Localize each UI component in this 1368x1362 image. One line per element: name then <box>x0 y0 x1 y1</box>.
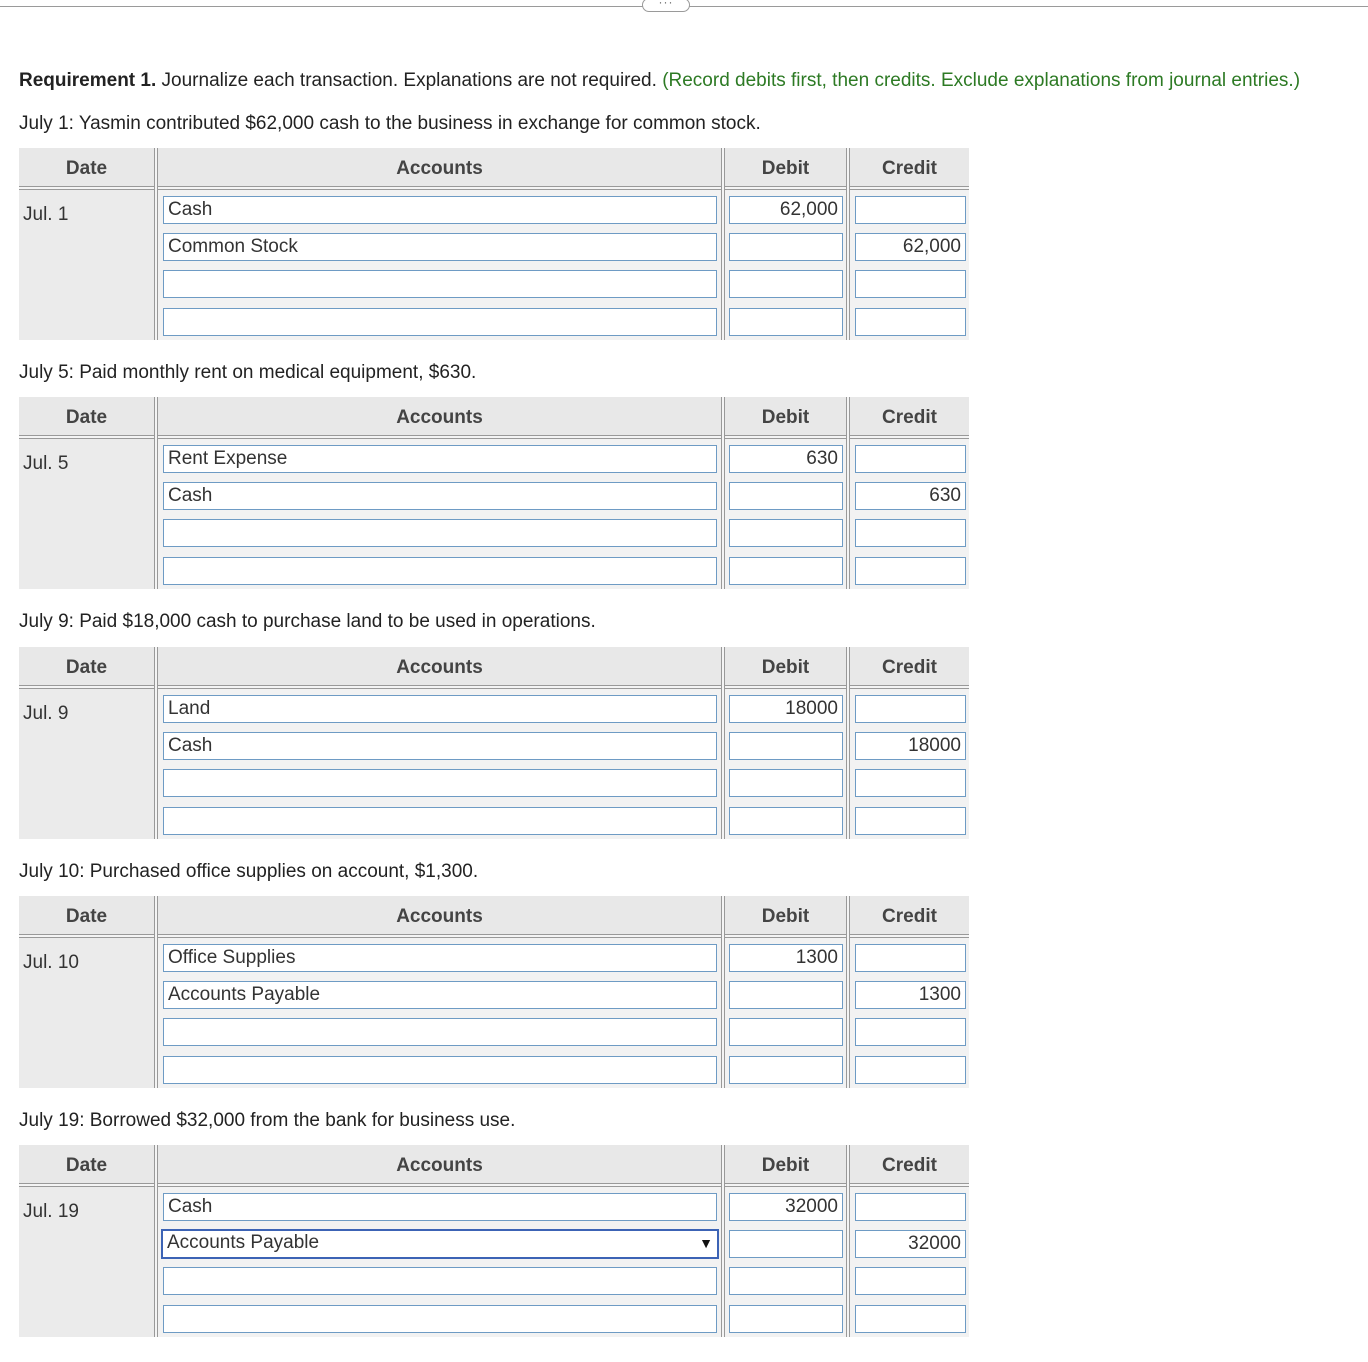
column-separator <box>846 896 850 1088</box>
header-accounts: Accounts <box>396 407 483 428</box>
account-value: Rent Expense <box>168 448 288 469</box>
debit-field[interactable]: 1300 <box>729 944 843 972</box>
column-separator <box>721 896 725 1088</box>
column-separator <box>721 397 725 589</box>
entry-date: Jul. 1 <box>23 204 69 225</box>
credit-field[interactable]: 630 <box>855 482 966 510</box>
account-field[interactable] <box>163 1056 717 1084</box>
header-credit: Credit <box>882 657 937 678</box>
debit-field[interactable]: 630 <box>729 445 843 473</box>
table-header <box>19 647 969 685</box>
header-date: Date <box>65 407 108 428</box>
header-date: Date <box>65 158 108 179</box>
debit-field[interactable] <box>729 1056 843 1084</box>
table-header <box>19 148 969 186</box>
debit-field[interactable] <box>729 308 843 336</box>
transaction-prompt: July 19: Borrowed $32,000 from the bank for business use. <box>19 1110 516 1131</box>
column-separator <box>721 1145 725 1337</box>
column-separator <box>846 148 850 340</box>
column-separator <box>154 896 158 1088</box>
account-field[interactable] <box>163 557 717 585</box>
debit-field[interactable] <box>729 981 843 1009</box>
header-accounts: Accounts <box>396 1155 483 1176</box>
debit-field[interactable] <box>729 482 843 510</box>
column-separator <box>721 647 725 839</box>
header-credit: Credit <box>882 158 937 179</box>
column-separator <box>154 148 158 340</box>
debit-field[interactable] <box>729 807 843 835</box>
account-value: Accounts Payable <box>168 984 321 1005</box>
credit-field[interactable] <box>855 519 966 547</box>
credit-field[interactable] <box>855 769 966 797</box>
account-field[interactable] <box>163 519 717 547</box>
column-separator <box>846 1145 850 1337</box>
column-separator <box>846 647 850 839</box>
account-field[interactable] <box>163 482 717 510</box>
debit-field[interactable] <box>729 769 843 797</box>
account-field[interactable] <box>163 196 717 224</box>
header-date: Date <box>65 657 108 678</box>
header-debit: Debit <box>761 407 810 428</box>
top-divider <box>0 0 1368 14</box>
column-separator <box>846 397 850 589</box>
journal-table <box>19 1145 969 1337</box>
debit-field[interactable] <box>729 1230 843 1258</box>
table-header <box>19 896 969 934</box>
credit-field[interactable] <box>855 1018 966 1046</box>
header-date: Date <box>65 1155 108 1176</box>
debit-field[interactable] <box>729 270 843 298</box>
debit-field[interactable] <box>729 732 843 760</box>
header-credit: Credit <box>882 1155 937 1176</box>
account-field[interactable] <box>163 695 717 723</box>
header-debit: Debit <box>761 657 810 678</box>
account-field[interactable] <box>163 1305 717 1333</box>
journal-table <box>19 397 969 589</box>
debit-field[interactable] <box>729 557 843 585</box>
requirement-text: Journalize each transaction. Explanations are not required. <box>161 70 657 91</box>
column-separator <box>721 148 725 340</box>
account-value: Cash <box>168 1196 213 1217</box>
debit-field[interactable] <box>729 1305 843 1333</box>
header-accounts: Accounts <box>396 657 483 678</box>
requirement-label: Requirement 1. <box>19 70 157 91</box>
transaction-prompt: July 10: Purchased office supplies on account, $1,300. <box>19 861 479 882</box>
journal-table <box>19 896 969 1088</box>
table-header <box>19 1145 969 1183</box>
transaction-prompt: July 1: Yasmin contributed $62,000 cash to the business in exchange for common stock. <box>19 113 761 134</box>
header-date: Date <box>65 906 108 927</box>
requirement-note: (Record debits first, then credits. Exclude explanations from journal entries.) <box>662 70 1301 91</box>
journal-table <box>19 647 969 839</box>
credit-field[interactable] <box>855 944 966 972</box>
credit-field[interactable] <box>855 1056 966 1084</box>
debit-field[interactable]: 18000 <box>729 695 843 723</box>
debit-field[interactable] <box>729 519 843 547</box>
account-field[interactable] <box>163 233 717 261</box>
account-field[interactable] <box>163 270 717 298</box>
journal-table <box>19 148 969 340</box>
credit-field[interactable] <box>855 1267 966 1295</box>
account-value: Office Supplies <box>168 947 296 968</box>
entry-date: Jul. 5 <box>23 453 69 474</box>
account-value: Cash <box>168 485 213 506</box>
more-options-button[interactable]: ··· <box>642 0 690 12</box>
transaction-prompt: July 9: Paid $18,000 cash to purchase land to be used in operations. <box>19 611 596 632</box>
credit-field[interactable] <box>855 695 966 723</box>
account-field[interactable] <box>163 1193 717 1221</box>
account-field[interactable] <box>163 445 717 473</box>
entry-date: Jul. 9 <box>23 703 69 724</box>
header-credit: Credit <box>882 906 937 927</box>
credit-field[interactable] <box>855 270 966 298</box>
debit-field[interactable]: 32000 <box>729 1193 843 1221</box>
credit-field[interactable]: 62,000 <box>855 233 966 261</box>
header-debit: Debit <box>761 158 810 179</box>
column-separator <box>154 397 158 589</box>
credit-field[interactable]: 1300 <box>855 981 966 1009</box>
credit-field[interactable] <box>855 557 966 585</box>
account-value: Cash <box>168 199 213 220</box>
account-field[interactable] <box>163 1018 717 1046</box>
account-field[interactable] <box>163 732 717 760</box>
entry-date: Jul. 10 <box>23 952 79 973</box>
account-field[interactable] <box>163 981 717 1009</box>
header-accounts: Accounts <box>396 158 483 179</box>
account-value: Common Stock <box>168 236 298 257</box>
transaction-prompt: July 5: Paid monthly rent on medical equipment, $630. <box>19 362 477 383</box>
credit-field[interactable] <box>855 807 966 835</box>
column-separator <box>154 647 158 839</box>
column-separator <box>154 1145 158 1337</box>
debit-field[interactable] <box>729 1267 843 1295</box>
requirement-instructions <box>19 70 1300 92</box>
header-debit: Debit <box>761 1155 810 1176</box>
dropdown-arrow-icon[interactable]: ▼ <box>699 1235 713 1251</box>
credit-field[interactable] <box>855 308 966 336</box>
credit-field[interactable] <box>855 445 966 473</box>
table-header <box>19 397 969 435</box>
debit-field[interactable]: 62,000 <box>729 196 843 224</box>
account-field[interactable] <box>161 1229 719 1259</box>
account-field[interactable] <box>163 944 717 972</box>
credit-field[interactable] <box>855 196 966 224</box>
account-field[interactable] <box>163 807 717 835</box>
credit-field[interactable]: 18000 <box>855 732 966 760</box>
debit-field[interactable] <box>729 1018 843 1046</box>
header-credit: Credit <box>882 407 937 428</box>
account-field[interactable] <box>163 308 717 336</box>
account-value: Land <box>168 698 211 719</box>
account-field[interactable] <box>163 1267 717 1295</box>
entry-date: Jul. 19 <box>23 1201 79 1222</box>
credit-field[interactable]: 32000 <box>855 1230 966 1258</box>
account-value: Accounts Payable <box>167 1232 320 1253</box>
credit-field[interactable] <box>855 1193 966 1221</box>
header-accounts: Accounts <box>396 906 483 927</box>
header-debit: Debit <box>761 906 810 927</box>
credit-field[interactable] <box>855 1305 966 1333</box>
account-field[interactable] <box>163 769 717 797</box>
debit-field[interactable] <box>729 233 843 261</box>
account-value: Cash <box>168 735 213 756</box>
